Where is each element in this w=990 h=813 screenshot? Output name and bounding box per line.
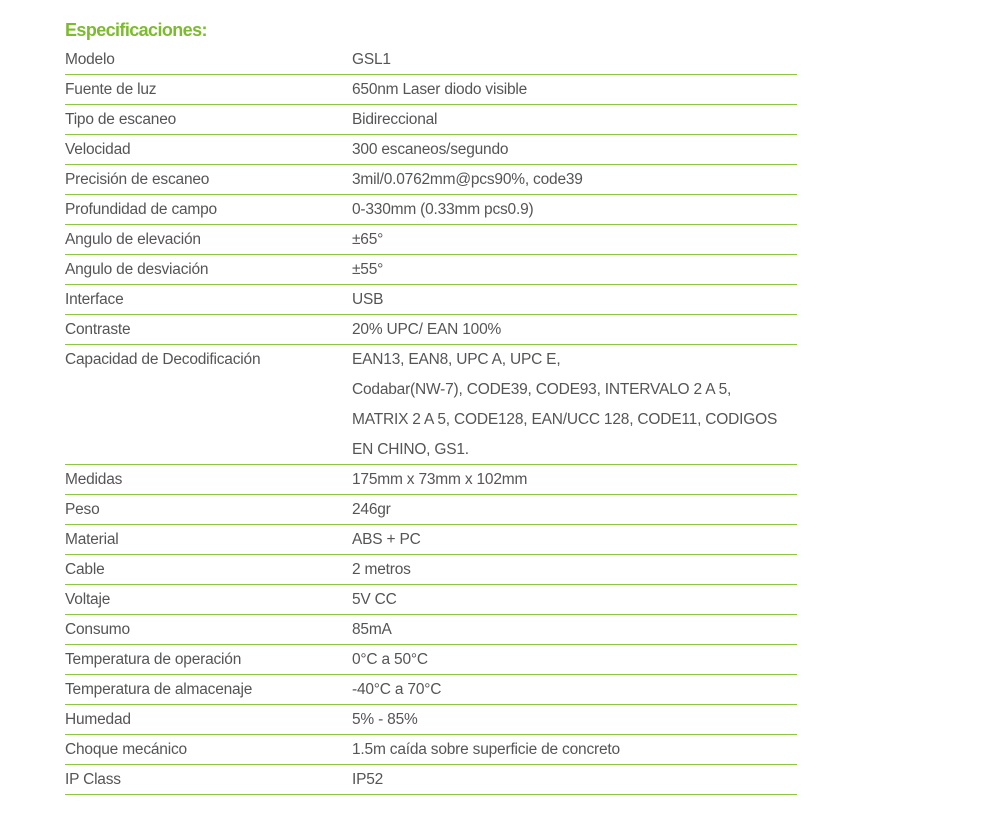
spec-row-choque-mecanico: [65, 735, 797, 765]
spec-row-peso: [65, 495, 797, 525]
spec-value: 1.5m caída sobre superficie de concreto: [352, 741, 620, 758]
spec-label: Capacidad de Decodificación: [65, 351, 261, 368]
spec-row-temp-operacion: [65, 645, 797, 675]
spec-row-angulo-elevacion: [65, 225, 797, 255]
spec-value: USB: [352, 291, 384, 308]
spec-row-capacidad-decodificacion: [65, 345, 797, 465]
spec-value: 5V CC: [352, 591, 397, 608]
spec-label: Choque mecánico: [65, 741, 187, 758]
spec-row-velocidad: [65, 135, 797, 165]
spec-label: Material: [65, 531, 119, 548]
spec-value: 2 metros: [352, 561, 411, 578]
spec-label: Cable: [65, 561, 105, 578]
spec-value: 5% - 85%: [352, 711, 418, 728]
spec-value: 175mm x 73mm x 102mm: [352, 471, 528, 488]
spec-row-precision: [65, 165, 797, 195]
page-title: Especificaciones:: [65, 20, 207, 40]
spec-row-interface: [65, 285, 797, 315]
spec-value: 650nm Laser diodo visible: [352, 81, 528, 98]
spec-row-humedad: [65, 705, 797, 735]
spec-row-modelo: [65, 45, 797, 75]
spec-label: Peso: [65, 501, 100, 518]
spec-label: Interface: [65, 291, 124, 308]
spec-label: Medidas: [65, 471, 123, 488]
spec-value-line: EN CHINO, GS1.: [352, 441, 469, 458]
spec-value: 20% UPC/ EAN 100%: [352, 321, 502, 338]
spec-row-voltaje: [65, 585, 797, 615]
spec-row-material: [65, 525, 797, 555]
spec-value: 0-330mm (0.33mm pcs0.9): [352, 201, 534, 218]
spec-value: Bidireccional: [352, 111, 438, 128]
spec-label: Voltaje: [65, 591, 111, 608]
spec-row-tipo-de-escaneo: [65, 105, 797, 135]
spec-value-line: Codabar(NW-7), CODE39, CODE93, INTERVALO 2 A 5,: [352, 381, 732, 398]
spec-row-temp-almacenaje: [65, 675, 797, 705]
spec-table: [65, 45, 797, 795]
spec-value: [352, 345, 797, 464]
spec-row-medidas: [65, 465, 797, 495]
spec-label: Angulo de elevación: [65, 231, 201, 248]
spec-label: Temperatura de operación: [65, 651, 242, 668]
spec-label: Profundidad de campo: [65, 201, 217, 218]
spec-value: 3mil/0.0762mm@pcs90%, code39: [352, 171, 583, 188]
spec-value: IP52: [352, 771, 384, 788]
spec-value: ±65°: [352, 231, 384, 248]
spec-value: 85mA: [352, 621, 392, 638]
spec-row-fuente-de-luz: [65, 75, 797, 105]
spec-label: Contraste: [65, 321, 131, 338]
spec-label: Angulo de desviación: [65, 261, 209, 278]
spec-row-consumo: [65, 615, 797, 645]
spec-row-angulo-desviacion: [65, 255, 797, 285]
spec-label: Consumo: [65, 621, 130, 638]
spec-label: Fuente de luz: [65, 81, 157, 98]
spec-row-cable: [65, 555, 797, 585]
spec-row-contraste: [65, 315, 797, 345]
spec-value: ABS + PC: [352, 531, 421, 548]
spec-value-line: MATRIX 2 A 5, CODE128, EAN/UCC 128, CODE11, CODIGOS: [352, 411, 778, 428]
spec-label: Temperatura de almacenaje: [65, 681, 253, 698]
spec-value-line: EAN13, EAN8, UPC A, UPC E,: [352, 351, 561, 368]
spec-row-ip-class: [65, 765, 797, 795]
spec-value: 300 escaneos/segundo: [352, 141, 509, 158]
spec-value: 246gr: [352, 501, 391, 518]
spec-value: -40°C a 70°C: [352, 681, 442, 698]
spec-label: Velocidad: [65, 141, 131, 158]
spec-label: Precisión de escaneo: [65, 171, 210, 188]
spec-row-profundidad: [65, 195, 797, 225]
spec-label: Tipo de escaneo: [65, 111, 177, 128]
spec-label: IP Class: [65, 771, 121, 788]
spec-label: Modelo: [65, 51, 115, 68]
spec-label: Humedad: [65, 711, 131, 728]
spec-value: 0°C a 50°C: [352, 651, 428, 668]
spec-value: ±55°: [352, 261, 384, 278]
spec-value: GSL1: [352, 51, 391, 68]
